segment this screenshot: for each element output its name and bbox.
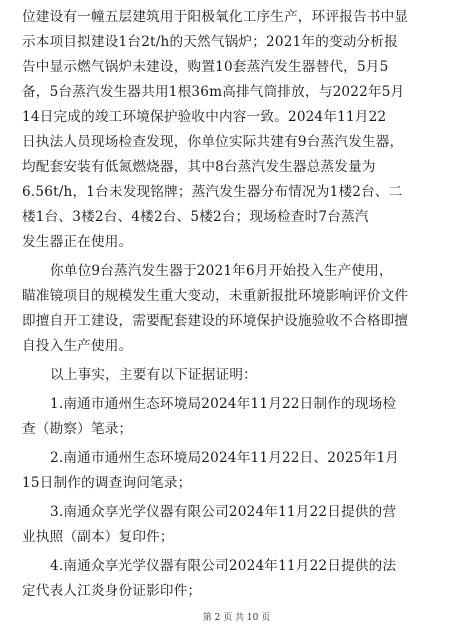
text-line: 14日完成的竣工环境保护验收中内容一致。2024年11月22 — [22, 109, 387, 125]
text-line: 位建设有一幢五层建筑用于阳极氧化工序生产，环评报告书中显 — [22, 9, 409, 25]
text-line: 定代表人江炎身份证影印件； — [22, 583, 202, 599]
text-line: 即擅自开工建设，需要配套建设的环境保护设施验收不合格即擅 — [22, 313, 409, 329]
text-line: 楼1台、3楼2台、4楼2台、5楼2台；现场检查时7台蒸汽 — [22, 209, 369, 225]
body-text — [22, 5, 462, 604]
text-line: 瞄准镜项目的规模发生重大变动，未重新报批环境影响评价文件 — [22, 288, 409, 304]
paragraph-violation — [22, 259, 462, 359]
evidence-item-4 — [22, 554, 462, 604]
page-number: 第 2 页 共 10 页 — [202, 613, 271, 623]
evidence-item-3 — [22, 500, 462, 550]
text-line: 发生器正在使用。 — [22, 234, 133, 250]
text-line: 6.56t/h，1台未发现铭牌；蒸汽发生器分布情况为1楼2台、二 — [22, 184, 403, 200]
text-line: 查（勘察）笔录； — [22, 421, 133, 437]
text-line: 均配套安装有低氮燃烧器，其中8台蒸汽发生器总蒸发量为 — [22, 159, 376, 175]
text-line: 1.南通市通州生态环境局2024年11月22日制作的现场检 — [50, 396, 397, 412]
text-line: 2.南通市通州生态环境局2024年11月22日、2025年1月 — [50, 450, 400, 466]
evidence-item-2 — [22, 446, 462, 496]
text-line: 日执法人员现场检查发现，你单位实际共建有9台蒸汽发生器， — [22, 134, 404, 150]
text-line: 自投入生产使用。 — [22, 338, 133, 354]
paragraph-evidence-intro — [22, 363, 462, 388]
text-line: 4.南通众享光学仪器有限公司2024年11月22日提供的法 — [50, 558, 397, 574]
text-line: 告中显示燃气锅炉未建设，购置10套蒸汽发生器替代，5月5 — [22, 59, 389, 75]
text-line: 业执照（副本）复印件； — [22, 529, 174, 545]
text-line: 你单位9台蒸汽发生器于2021年6月开始投入生产使用， — [50, 263, 393, 279]
text-line: 示本项目拟建设1台2t/h的天然气锅炉；2021年的变动分析报 — [22, 34, 398, 50]
text-line: 15日制作的调查询问笔录； — [22, 475, 192, 491]
text-line: 3.南通众享光学仪器有限公司2024年11月22日提供的营 — [50, 504, 397, 520]
paragraph-inspection-findings — [22, 5, 462, 255]
evidence-item-1 — [22, 392, 462, 442]
text-line: 备，5台蒸汽发生器共用1根36m高排气筒排放，与2022年5月 — [22, 84, 405, 100]
text-line: 以上事实，主要有以下证据证明： — [50, 367, 257, 383]
